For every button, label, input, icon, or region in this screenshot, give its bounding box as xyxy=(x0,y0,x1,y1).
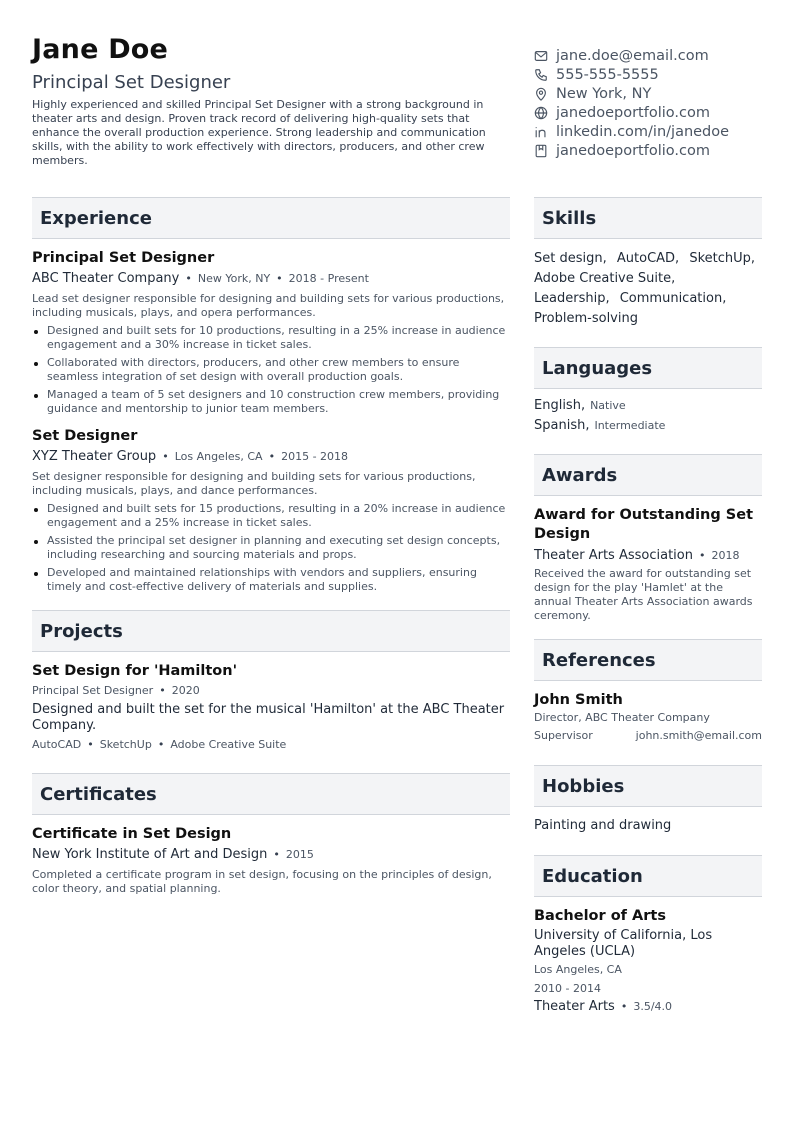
contact-email-text: jane.doe@email.com xyxy=(556,47,709,64)
contact-location-text: New York, NY xyxy=(556,85,652,102)
contact-phone[interactable] xyxy=(534,65,762,84)
skill-item: Set design, xyxy=(534,251,607,266)
job-bullets xyxy=(32,324,510,416)
skill-item: Communication, xyxy=(619,291,727,306)
job-location: Los Angeles, CA xyxy=(174,450,263,463)
job-title: Set Designer xyxy=(32,428,138,444)
contact-website[interactable] xyxy=(534,103,762,122)
hobby-item: Painting and drawing xyxy=(534,818,672,833)
contact-portfolio-text: janedoeportfolio.com xyxy=(556,142,710,159)
job-location: New York, NY xyxy=(197,272,271,285)
projects-heading: Projects xyxy=(32,610,510,652)
project-description: Designed and built the set for the musical 'Hamilton' at the ABC Theater Company. xyxy=(32,702,505,733)
contact-list xyxy=(534,46,762,160)
company-name: XYZ Theater Group xyxy=(32,449,157,464)
linkedin-icon xyxy=(534,125,548,139)
certificate-description: Completed a certificate program in set design, focusing on the principles of design, color theory, and spatial planning. xyxy=(32,868,492,895)
award-description: Received the award for outstanding set design for the play 'Hamlet' at the annual Theater Arts Association awards ceremony. xyxy=(534,567,753,622)
education-degree: Bachelor of Arts xyxy=(534,908,666,924)
tech-item: SketchUp xyxy=(99,738,152,751)
bullet-item: Designed and built sets for 10 productions, resulting in a 25% increase in audience engagement and a 30% increase in ticket sales. xyxy=(32,324,510,352)
project-entry xyxy=(32,652,510,753)
reference-position: Director, ABC Theater Company xyxy=(534,711,710,724)
separator-dot: • xyxy=(159,684,166,697)
languages-section xyxy=(534,347,762,436)
mail-icon xyxy=(534,49,548,63)
reference-email[interactable]: john.smith@email.com xyxy=(635,729,762,742)
location-icon xyxy=(534,87,548,101)
job-meta xyxy=(32,270,510,288)
language-item xyxy=(534,396,762,416)
language-item xyxy=(534,416,762,436)
candidate-name: Jane Doe xyxy=(32,34,169,65)
project-meta xyxy=(32,683,510,699)
resume-header xyxy=(32,32,762,182)
project-role: Principal Set Designer xyxy=(32,684,154,697)
certificate-entry xyxy=(32,815,510,896)
education-dates: 2010 - 2014 xyxy=(534,982,601,995)
bullet-item: Managed a team of 5 set designers and 10 construction crew members, providing guidance and mentorship to junior team members. xyxy=(32,388,510,416)
projects-section xyxy=(32,610,510,753)
separator-dot: • xyxy=(276,272,283,285)
hobbies-heading: Hobbies xyxy=(534,765,762,807)
language-name: English, xyxy=(534,398,586,413)
project-title: Set Design for 'Hamilton' xyxy=(32,663,238,679)
award-meta xyxy=(534,547,762,565)
awards-section xyxy=(534,454,762,623)
bullet-item: Designed and built sets for 15 productions, resulting in a 20% increase in audience engagement and a 25% increase in ticket sales. xyxy=(32,502,510,530)
separator-dot: • xyxy=(162,450,169,463)
certificates-heading: Certificates xyxy=(32,773,510,815)
skills-heading: Skills xyxy=(534,197,762,239)
bullet-item: Developed and maintained relationships with vendors and suppliers, ensuring timely and cost-effective delivery of materials and supplies. xyxy=(32,566,510,594)
education-school: University of California, Los Angeles (UCLA) xyxy=(534,928,713,959)
language-name: Spanish, xyxy=(534,418,590,433)
right-column xyxy=(534,197,762,1034)
tech-item: Adobe Creative Suite xyxy=(170,738,287,751)
project-tech xyxy=(32,737,510,753)
language-level: Intermediate xyxy=(594,419,666,432)
skill-item: AutoCAD, xyxy=(616,251,680,266)
globe-icon xyxy=(534,106,548,120)
job-bullets xyxy=(32,502,510,594)
references-section xyxy=(534,639,762,745)
job-description: Lead set designer responsible for designing and building sets for various productions, including musicals, plays, and opera performances. xyxy=(32,292,505,319)
separator-dot: • xyxy=(157,738,165,751)
separator-dot: • xyxy=(273,848,280,861)
award-issuer: Theater Arts Association xyxy=(534,548,693,563)
contact-website-text: janedoeportfolio.com xyxy=(556,104,710,121)
job-title: Principal Set Designer xyxy=(32,250,215,266)
hobbies-section xyxy=(534,765,762,835)
experience-heading: Experience xyxy=(32,197,510,239)
candidate-title: Principal Set Designer xyxy=(32,72,231,93)
job-dates: 2018 - Present xyxy=(288,272,369,285)
skills-list xyxy=(534,239,762,329)
tech-item: AutoCAD xyxy=(32,738,82,751)
summary: Highly experienced and skilled Principal Set Designer with a strong background in theater arts and design. Proven track record of delivering high-quality sets that enhance the overall production experience. Strong leadership and communication skills, with the ability to work effectively with directors, producers, and other crew members. xyxy=(32,98,486,167)
job-dates: 2015 - 2018 xyxy=(281,450,349,463)
separator-dot: • xyxy=(185,272,192,285)
certificate-year: 2015 xyxy=(285,848,314,861)
education-heading: Education xyxy=(534,855,762,897)
experience-entry xyxy=(32,239,510,416)
separator-dot: • xyxy=(620,1000,628,1013)
language-level: Native xyxy=(590,399,626,412)
education-gpa: 3.5/4.0 xyxy=(633,1000,673,1013)
reference-contact xyxy=(534,727,762,745)
award-title: Award for Outstanding Set Design xyxy=(534,507,754,542)
job-meta xyxy=(32,448,510,466)
education-section xyxy=(534,855,762,1016)
skill-item: Adobe Creative Suite, xyxy=(534,271,676,286)
job-description: Set designer responsible for designing and building sets for various productions, including musicals, plays, and dance performances. xyxy=(32,470,476,497)
contact-linkedin-text: linkedin.com/in/janedoe xyxy=(556,123,730,140)
separator-dot: • xyxy=(87,738,94,751)
skill-item: SketchUp, xyxy=(689,251,756,266)
education-field xyxy=(534,998,762,1016)
bullet-item: Assisted the principal set designer in planning and executing set design concepts, including researching and sourcing materials and props. xyxy=(32,534,510,562)
skill-item: Leadership, xyxy=(534,291,610,306)
company-name: ABC Theater Company xyxy=(32,271,180,286)
separator-dot: • xyxy=(268,450,276,463)
languages-heading: Languages xyxy=(534,347,762,389)
contact-linkedin[interactable] xyxy=(534,122,762,141)
phone-icon xyxy=(534,68,548,82)
bullet-item: Collaborated with directors, producers, and other crew members to ensure seamless integration of set design with overall production goals. xyxy=(32,356,510,384)
awards-heading: Awards xyxy=(534,454,762,496)
certificates-section xyxy=(32,773,510,896)
education-major: Theater Arts xyxy=(534,999,615,1014)
skill-item: Problem-solving xyxy=(534,311,638,326)
left-column xyxy=(32,197,510,914)
certificate-meta xyxy=(32,846,510,864)
experience-section xyxy=(32,197,510,594)
experience-entry xyxy=(32,420,510,594)
certificate-issuer: New York Institute of Art and Design xyxy=(32,847,268,862)
reference-name: John Smith xyxy=(534,692,623,708)
education-location: Los Angeles, CA xyxy=(534,963,622,976)
languages-list xyxy=(534,389,762,436)
contact-email[interactable] xyxy=(534,46,762,65)
award-year: 2018 xyxy=(711,549,740,562)
contact-portfolio[interactable] xyxy=(534,141,762,160)
certificate-title: Certificate in Set Design xyxy=(32,826,232,842)
project-year: 2020 xyxy=(171,684,200,697)
contact-phone-text: 555-555-5555 xyxy=(556,66,659,83)
separator-dot: • xyxy=(698,549,706,562)
portfolio-icon xyxy=(534,144,548,158)
skills-section xyxy=(534,197,762,329)
contact-location xyxy=(534,84,762,103)
reference-relation: Supervisor xyxy=(534,729,593,742)
references-heading: References xyxy=(534,639,762,681)
